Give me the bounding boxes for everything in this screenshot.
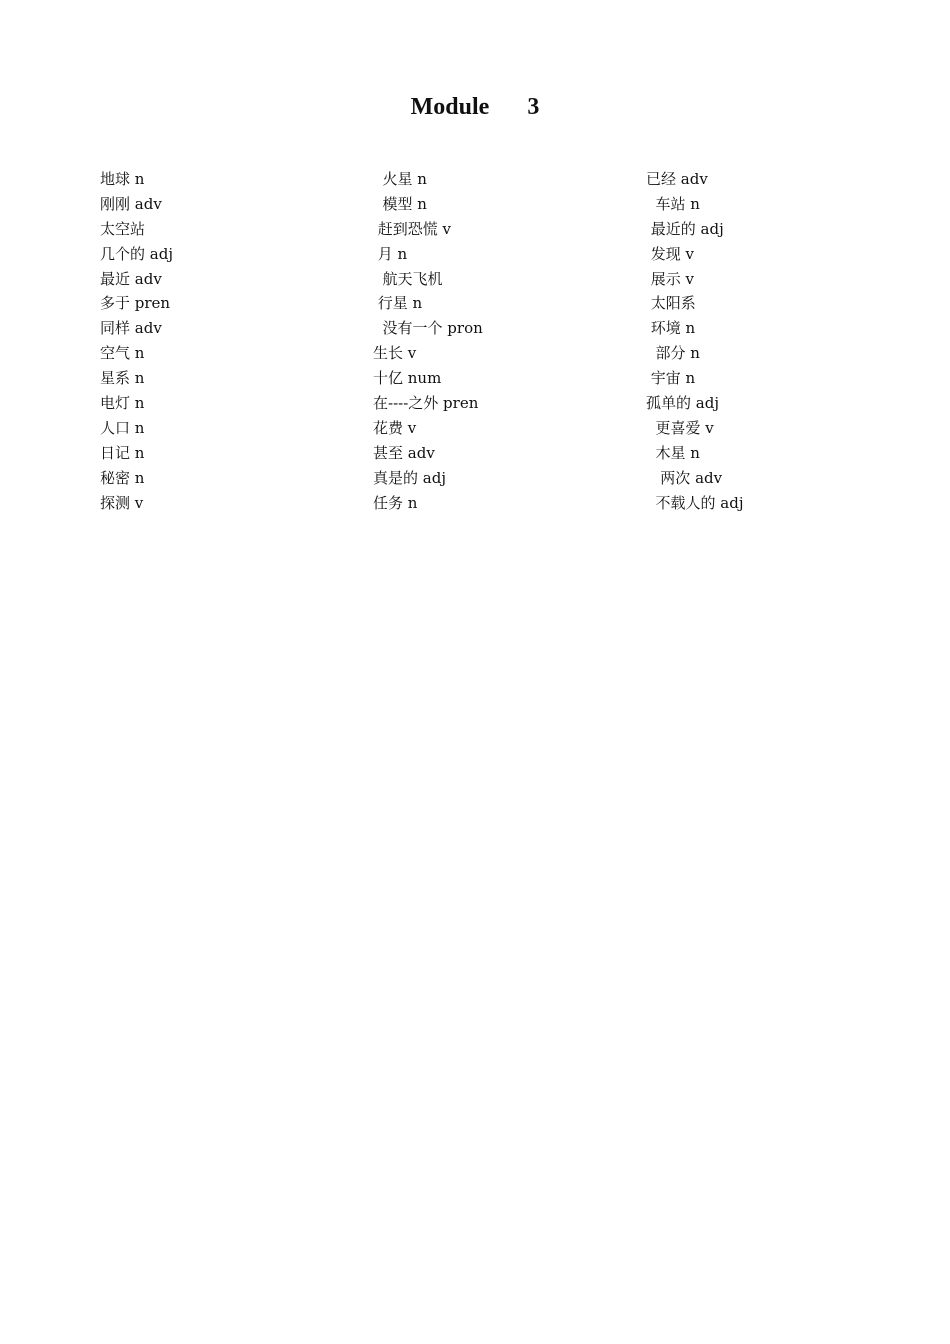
vocab-item: 航天飞机 <box>373 269 443 288</box>
vocab-item: 不载人的 adj <box>646 493 744 512</box>
page-title <box>0 94 950 121</box>
vocab-item: 发现 v <box>646 244 695 263</box>
vocab-item: 已经 adv <box>646 170 708 188</box>
vocab-item: 十亿 num <box>373 369 442 388</box>
vocab-item: 太阳系 <box>646 294 696 313</box>
vocab-item: 火星 n <box>373 170 427 188</box>
vocab-item: 日记 n <box>100 443 145 462</box>
vocab-item: 没有一个 pron <box>373 319 483 338</box>
vocab-item: 空气 n <box>100 344 145 363</box>
vocab-item: 展示 v <box>646 269 695 288</box>
vocab-item: 最近 adv <box>100 269 162 288</box>
vocab-item: 最近的 adj <box>646 219 724 238</box>
vocab-item: 秘密 n <box>100 468 145 487</box>
vocab-item: 月 n <box>373 244 408 263</box>
vocab-item: 环境 n <box>646 319 696 338</box>
title-number: 3 <box>527 94 540 120</box>
vocab-item: 几个的 adj <box>100 244 173 263</box>
vocab-item: 部分 n <box>646 344 700 363</box>
vocab-item: 行星 n <box>373 294 423 313</box>
vocab-item: 任务 n <box>373 493 418 512</box>
vocab-item: 地球 n <box>100 170 145 188</box>
vocab-item: 甚至 adv <box>373 443 435 462</box>
vocab-item: 木星 n <box>646 443 700 462</box>
vocab-column-1 <box>100 167 173 515</box>
vocab-item: 太空站 <box>100 219 146 238</box>
vocab-item: 多于 pren <box>100 294 171 313</box>
vocab-item: 车站 n <box>646 194 700 213</box>
vocab-item: 探测 v <box>100 493 144 512</box>
vocab-item: 模型 n <box>373 194 427 213</box>
vocab-item: 星系 n <box>100 369 145 388</box>
vocab-item: 宇宙 n <box>646 369 696 388</box>
vocab-item: 刚刚 adv <box>100 194 162 213</box>
vocab-column-3 <box>646 167 744 515</box>
vocab-item: 花费 v <box>373 418 417 437</box>
vocab-item: 真是的 adj <box>373 468 446 487</box>
title-word: Module <box>410 94 490 120</box>
vocab-item: 孤单的 adj <box>646 394 719 413</box>
vocab-item: 同样 adv <box>100 319 162 338</box>
vocab-item: 更喜爱 v <box>646 418 714 437</box>
vocab-item: 两次 adv <box>646 468 723 487</box>
vocab-column-2 <box>373 167 483 515</box>
vocab-item: 人口 n <box>100 418 145 437</box>
vocab-item: 生长 v <box>373 344 417 363</box>
vocab-item: 在----之外 pren <box>373 394 479 413</box>
vocab-item: 电灯 n <box>100 394 145 413</box>
vocab-item: 赶到恐慌 v <box>373 219 452 238</box>
